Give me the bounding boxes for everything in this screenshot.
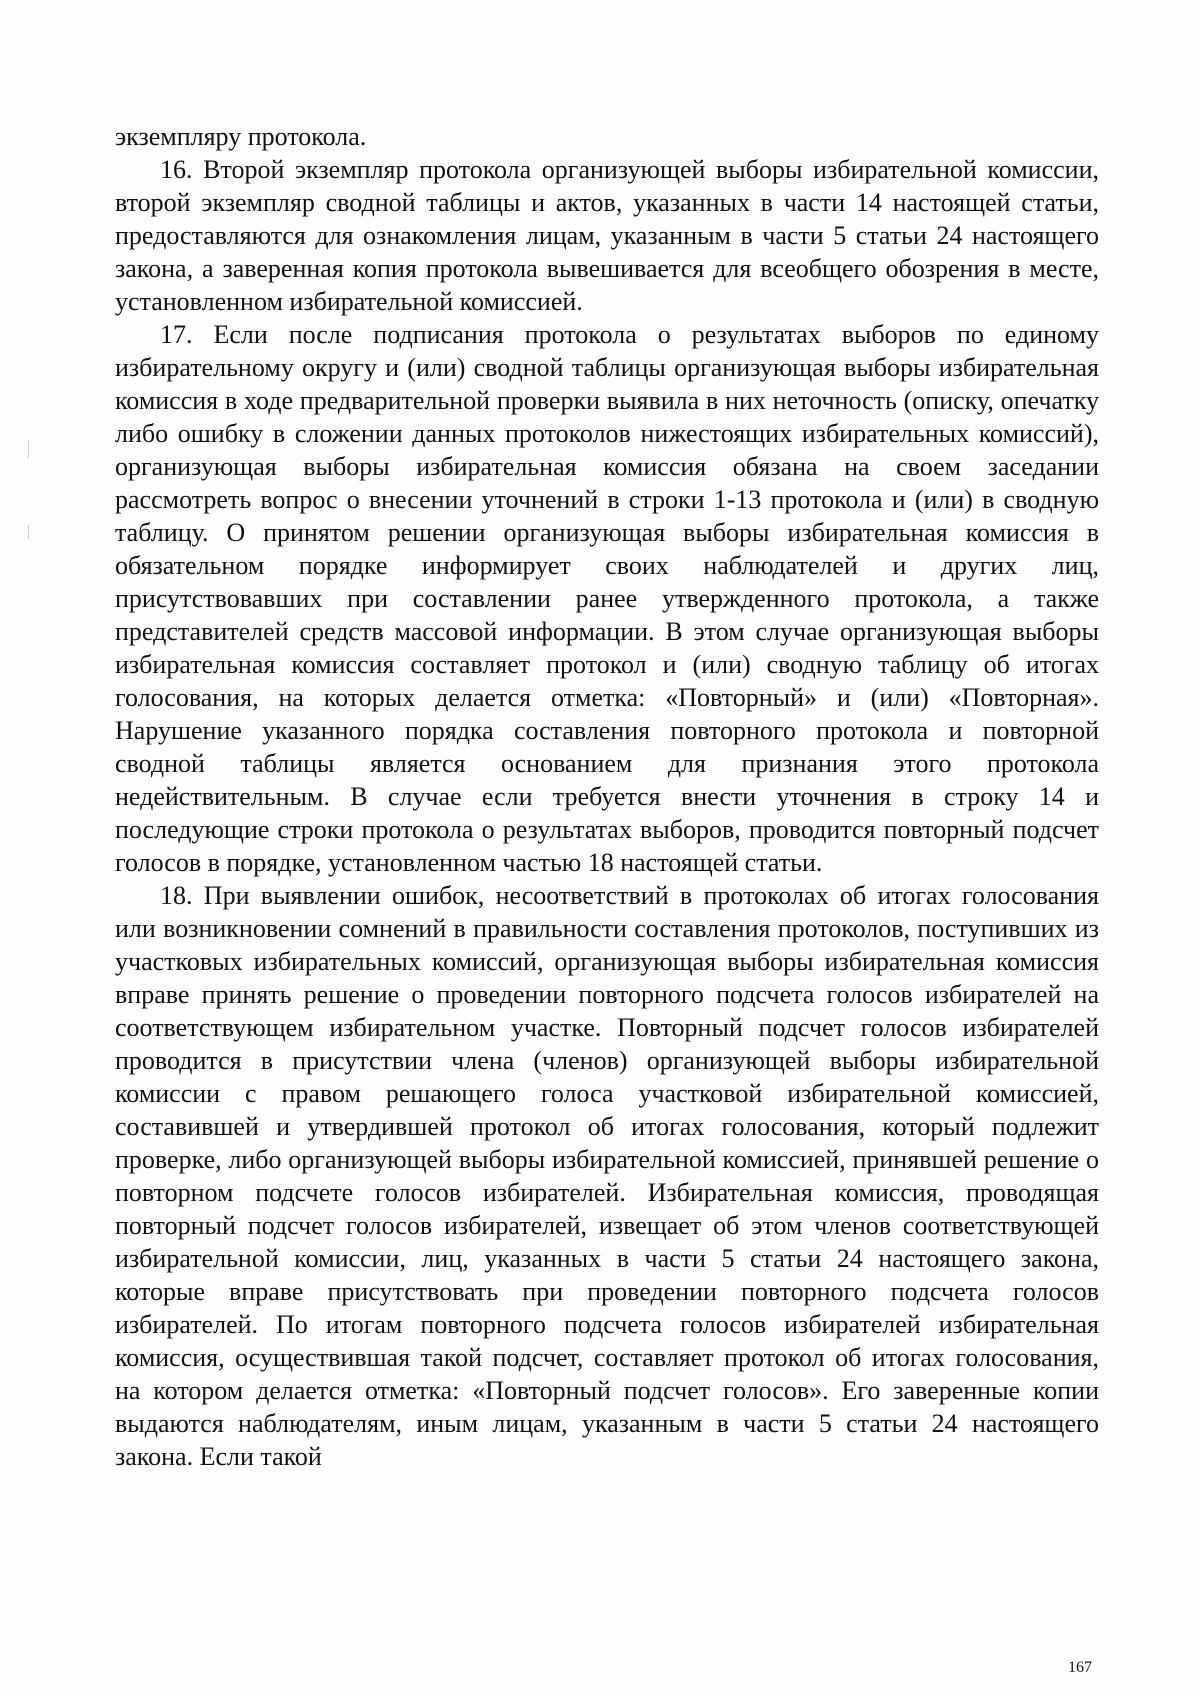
paragraph-continuation: экземпляру протокола. [115,122,367,151]
document-body [115,120,1099,1473]
paragraph-17: 17. Если после подписания протокола о результатах выборов по единому избирательному округу и (или) сводной таблицы организующая выборы избирательная комиссия в ходе предварительной проверки выявила в них неточность (описку, опечатку либо ошибку в сложении данных протоколов нижестоящих избирательных комиссий), организующая выборы избирательная комиссия обязана на своем заседании рассмотреть вопрос о внесении уточнений в строки 1-13 протокола и (или) в сводную таблицу. О принятом решении организующая выборы избирательная комиссия в обязательном порядке информирует своих наблюдателей и других лиц, присутствовавших при составлении ранее утвержденного протокола, а также представителей средств массовой информации. В этом случае организующая выборы избирательная комиссия составляет протокол и (или) сводную таблицу об итогах голосования, на которых делается отметка: «Повторный» и (или) «Повторная». Нарушение указанного порядка составления повторного протокола и повторной сводной таблицы является основанием для признания этого протокола недействительным. В случае если требуется внести уточнения в строку 14 и последующие строки протокола о результатах выборов, проводится повторный подсчет голосов в порядке, установленном частью 18 настоящей статьи. [115,320,1099,877]
scan-edge-mark [28,525,29,539]
paragraph-16: 16. Второй экземпляр протокола организующей выборы избирательной комиссии, второй экземпляр сводной таблицы и актов, указанных в части 14 настоящей статьи, предоставляются для ознакомления лицам, указанным в части 5 статьи 24 настоящего закона, а заверенная копия протокола вывешивается для всеобщего обозрения в месте, установленном избирательной комиссией. [115,155,1099,316]
paragraph-18: 18. При выявлении ошибок, несоответствий в протоколах об итогах голосования или возникновении сомнений в правильности составления протоколов, поступивших из участковых избирательных комиссий, организующая выборы избирательная комиссия вправе принять решение о проведении повторного подсчета голосов избирателей на соответствующем избирательном участке. Повторный подсчет голосов избирателей проводится в присутствии члена (членов) организующей выборы избирательной комиссии с правом решающего голоса участковой избирательной комиссией, составившей и утвердившей протокол об итогах голосования, который подлежит проверке, либо организующей выборы избирательной комиссией, принявшей решение о повторном подсчете голосов избирателей. Избирательная комиссия, проводящая повторный подсчет голосов избирателей, извещает об этом членов соответствующей избирательной комиссии, лиц, указанных в части 5 статьи 24 настоящего закона, которые вправе присутствовать при проведении повторного подсчета голосов избирателей. По итогам повторного подсчета голосов избирателей избирательная комиссия, осуществившая такой подсчет, составляет протокол об итогах голосования, на котором делается отметка: «Повторный подсчет голосов». Его заверенные копии выдаются наблюдателям, иным лицам, указанным в части 5 статьи 24 настоящего закона. Если такой [115,881,1099,1471]
scan-edge-mark [28,440,29,458]
page-number: 167 [1068,1659,1092,1676]
